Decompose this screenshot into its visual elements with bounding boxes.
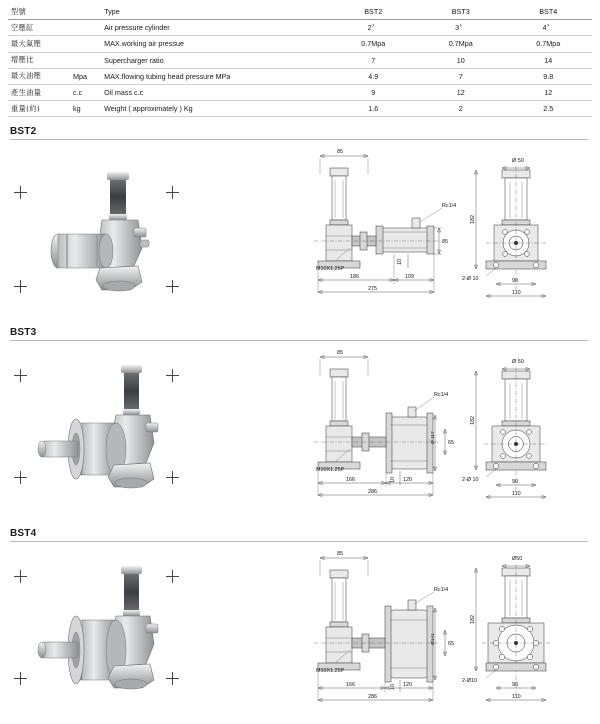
dim-len-total-bst3: 286 <box>368 489 377 496</box>
catalog-page <box>0 4 600 724</box>
dim-flange-dia-bst4: Ø50 <box>512 556 523 563</box>
registration-mark-icon <box>14 471 27 484</box>
dim-height-tail-bst2: 10 <box>397 259 403 266</box>
dim-base-outer-bst2: 110 <box>512 290 521 297</box>
drawing-svg-bst2 <box>290 144 590 312</box>
row-value-bst4: 4〞 <box>504 20 592 36</box>
row-value-bst2: 9 <box>330 84 417 100</box>
row-value-bst3: 0.7Mpa <box>417 36 504 52</box>
dim-height-small-bst3: 65 <box>448 440 454 447</box>
dim-base-width-bst2: 90 <box>512 278 518 285</box>
dim-len-tail-bst2: 109 <box>405 274 414 281</box>
product-photo-bst4 <box>14 546 282 714</box>
registration-mark-icon <box>14 672 27 685</box>
row-label-zh: 最大油壓 <box>8 68 70 84</box>
dim-port-bst3: Rc1/4 <box>434 392 449 399</box>
specification-table <box>8 4 592 117</box>
section-title-bst3: BST3 <box>10 327 37 339</box>
dim-len-tail-bst3: 120 <box>403 477 412 484</box>
dim-len-body-bst4: 166 <box>346 682 355 689</box>
dim-body-dia-bst4: Ø141 <box>431 633 436 646</box>
dim-port-bst4: Rc1/4 <box>434 587 449 594</box>
table-row <box>8 20 592 36</box>
header-model: 型號 <box>8 4 70 20</box>
registration-mark-icon <box>166 369 179 382</box>
pump-photo-illustration-bst3 <box>14 345 282 513</box>
dim-thread-bst2: M10X1.25P <box>316 266 345 273</box>
row-label-zh: 空壓缸 <box>8 20 70 36</box>
table-row <box>8 84 592 100</box>
row-value-bst4: 14 <box>504 52 592 68</box>
row-unit <box>70 52 101 68</box>
row-unit: c.c <box>70 84 101 100</box>
dim-body-dia-bst3: Ø 117 <box>431 431 436 445</box>
row-label-en: Oil mass c.c <box>101 84 329 100</box>
product-block-bst2 <box>8 140 592 318</box>
dim-hole-note-bst4: 2-Ø10 <box>462 678 477 685</box>
header-type: Type <box>101 4 329 20</box>
row-label-zh: 重量(約) <box>8 101 70 117</box>
registration-mark-icon <box>14 369 27 382</box>
section-title-bst4: BST4 <box>10 528 37 540</box>
row-value-bst3: 7 <box>417 68 504 84</box>
pump-photo-illustration-bst4 <box>14 546 282 714</box>
registration-mark-icon <box>166 570 179 583</box>
row-value-bst4: 2.5 <box>504 101 592 117</box>
row-label-en: Weight ( approximately ) Kg <box>101 101 329 117</box>
registration-mark-icon <box>166 672 179 685</box>
dim-base-width-bst4: 90 <box>512 682 518 689</box>
dim-height-tail-bst4: 10 <box>390 684 396 691</box>
dim-hole-note-bst2: 2-Ø 10 <box>462 276 479 283</box>
registration-mark-icon <box>166 471 179 484</box>
row-unit: Mpa <box>70 68 101 84</box>
table-row <box>8 36 592 52</box>
row-label-en: Air pressure cylinder <box>101 20 329 36</box>
row-label-zh: 產生油量 <box>8 84 70 100</box>
registration-mark-icon <box>14 186 27 199</box>
row-value-bst4: 9.8 <box>504 68 592 84</box>
drawing-svg-bst4 <box>290 546 590 714</box>
row-value-bst3: 12 <box>417 84 504 100</box>
registration-mark-icon <box>166 186 179 199</box>
row-value-bst2: 2〞 <box>330 20 417 36</box>
dim-base-width-bst3: 90 <box>512 479 518 486</box>
table-row <box>8 68 592 84</box>
dim-thread-bst4: M10X1.25P <box>316 668 345 675</box>
dim-len-tail-bst4: 120 <box>403 682 412 689</box>
row-unit <box>70 36 101 52</box>
row-label-zh: 最大氣壓 <box>8 36 70 52</box>
dim-len-total-bst4: 286 <box>368 694 377 701</box>
row-unit <box>70 20 101 36</box>
header-bst3: BST3 <box>417 4 504 20</box>
technical-drawing-bst2 <box>290 144 590 312</box>
dim-base-outer-bst4: 110 <box>512 694 521 701</box>
table-row <box>8 52 592 68</box>
dim-flange-dia-bst2: Ø 50 <box>512 158 524 165</box>
dim-base-outer-bst3: 110 <box>512 491 521 498</box>
dim-front-height-bst4: 182 <box>470 615 476 625</box>
product-block-bst4 <box>8 542 592 720</box>
dim-hole-note-bst3: 2-Ø 10 <box>462 477 479 484</box>
drawing-svg-bst3 <box>290 345 590 513</box>
dim-top-width-bst3: 85 <box>337 350 343 357</box>
dim-front-height-bst2: 182 <box>470 215 476 225</box>
dim-len-total-bst2: 275 <box>368 286 377 293</box>
pump-photo-illustration-bst2 <box>14 144 282 312</box>
row-value-bst2: 0.7Mpa <box>330 36 417 52</box>
dim-height-small-bst2: 85 <box>442 239 448 246</box>
technical-drawing-bst3 <box>290 345 590 513</box>
dim-height-tail-bst3: 10 <box>390 477 396 484</box>
registration-mark-icon <box>14 280 27 293</box>
registration-mark-icon <box>14 570 27 583</box>
row-value-bst2: 4.9 <box>330 68 417 84</box>
dim-thread-bst3: M10X1.25P <box>316 467 345 474</box>
product-photo-bst2 <box>14 144 282 312</box>
dim-height-small-bst4: 65 <box>448 641 454 648</box>
row-value-bst4: 12 <box>504 84 592 100</box>
row-value-bst2: 1.6 <box>330 101 417 117</box>
row-value-bst3: 2 <box>417 101 504 117</box>
row-label-en: MAX.flowing tubing head pressure MPa <box>101 68 329 84</box>
row-value-bst3: 3〞 <box>417 20 504 36</box>
row-label-en: Supercharger ratio <box>101 52 329 68</box>
registration-mark-icon <box>166 280 179 293</box>
header-bst4: BST4 <box>504 4 592 20</box>
row-value-bst2: 7 <box>330 52 417 68</box>
table-header-row <box>8 4 592 20</box>
product-photo-bst3 <box>14 345 282 513</box>
table-row <box>8 101 592 117</box>
row-label-en: MAX.working air pressue <box>101 36 329 52</box>
dim-len-body-bst2: 186 <box>350 274 359 281</box>
row-value-bst4: 0.7Mpa <box>504 36 592 52</box>
section-title-bst2: BST2 <box>10 126 37 138</box>
row-unit: kg <box>70 101 101 117</box>
dim-flange-dia-bst3: Ø 50 <box>512 359 524 366</box>
dim-front-height-bst3: 182 <box>470 416 476 426</box>
row-label-zh: 增壓比 <box>8 52 70 68</box>
dim-port-bst2: Rc1/4 <box>442 203 457 210</box>
dim-len-body-bst3: 166 <box>346 477 355 484</box>
header-unit <box>70 4 101 20</box>
dim-top-width-bst2: 85 <box>337 149 343 156</box>
product-block-bst3 <box>8 341 592 519</box>
technical-drawing-bst4 <box>290 546 590 714</box>
dim-top-width-bst4: 85 <box>337 551 343 558</box>
row-value-bst3: 10 <box>417 52 504 68</box>
header-bst2: BST2 <box>330 4 417 20</box>
